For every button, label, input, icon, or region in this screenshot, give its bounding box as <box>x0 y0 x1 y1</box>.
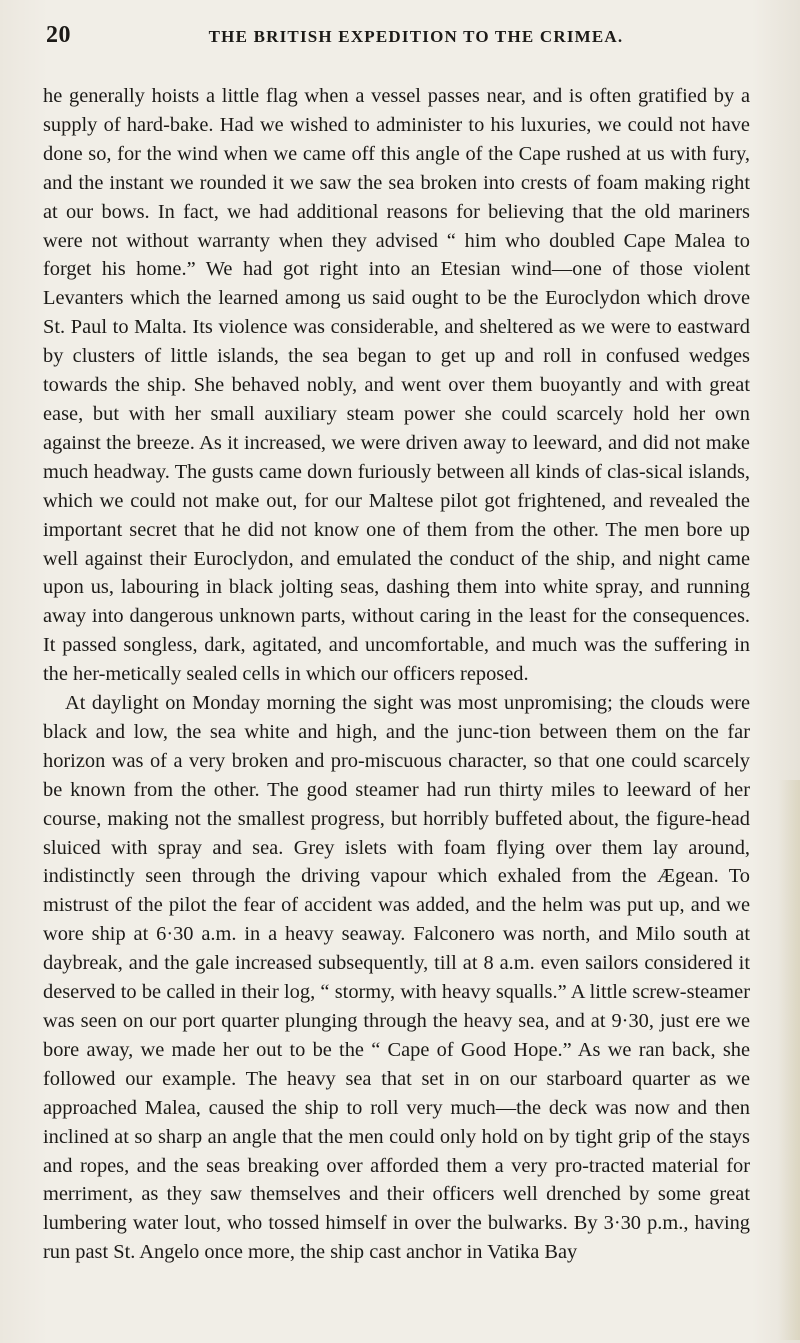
paragraph: At daylight on Monday morning the sight was most unpromising; the clouds were black and low, the sea white and high, and the junc-tion between them on the far horizon was of a very broken and pro-miscuous character, so that one could scarcely be known from the other. The good steamer had run thirty miles to leeward of her course, making not the smallest progress, but horribly buffeted about, the figure-head sluiced with spray and sea. Grey islets with foam flying over them lay around, indistinctly seen through the driving vapour which exhaled from the Ægean. To mistrust of the pilot the fear of accident was added, and the helm was put up, and we wore ship at 6·30 a.m. in a heavy seaway. Falconero was north, and Milo south at daybreak, and the gale increased subsequently, till at 8 a.m. even sailors considered it deserved to be called in their log, “ stormy, with heavy squalls.” A little screw-steamer was seen on our port quarter plunging through the heavy sea, and at 9·30, just ere we bore away, we made her out to be the “ Cape of Good Hope.” As we ran back, she followed our example. The heavy sea that set in on our starboard quarter as we approached Malea, caused the ship to roll very much—the deck was now and then inclined at so sharp an angle that the men could only hold on by tight grip of the stays and ropes, and the seas breaking over afforded them a very pro-tracted material for merriment, as they saw themselves and their officers well drenched by some great lumbering water lout, who tossed himself in over the bulwarks. By 3·30 p.m., having run past St. Angelo once more, the ship cast anchor in Vatika Bay <box>43 692 750 1264</box>
running-head-title: THE BRITISH EXPEDITION TO THE CRIMEA. <box>208 27 624 46</box>
running-head <box>46 22 746 52</box>
paragraph: he generally hoists a little flag when a vessel passes near, and is often gratified by a supply of hard-bake. Had we wished to administer to his luxuries, we could not have done so, for the wind when we came off this angle of the Cape rushed at us with fury, and the instant we rounded it we saw the sea broken into crests of foam making right at our bows. In fact, we had additional reasons for believing that the old mariners were not without warranty when they advised “ him who doubled Cape Malea to forget his home.” We had got right into an Etesian wind—one of those violent Levanters which the learned among us said ought to be the Euroclydon which drove St. Paul to Malta. Its violence was considerable, and sheltered as we were to eastward by clusters of little islands, the sea began to get up and roll in confused wedges towards the ship. She behaved nobly, and went over them buoyantly and with great ease, but with her small auxiliary steam power she could scarcely hold her own against the breeze. As it increased, we were driven away to leeward, and did not make much headway. The gusts came down furiously between all kinds of clas-sical islands, which we could not make out, for our Maltese pilot got frightened, and revealed the important secret that he did not know one of them from the other. The men bore up well against their Euroclydon, and emulated the conduct of the ship, and night came upon us, labouring in black jolting seas, dashing them into white spray, and running away into dangerous unknown parts, without caring in the least for the consequences. It passed songless, dark, agitated, and uncomfortable, and much was the suffering in the her-metically sealed cells in which our officers reposed. <box>43 85 750 686</box>
body-text <box>43 82 750 1267</box>
page-number: 20 <box>46 22 71 48</box>
page-edge-stain <box>778 780 800 1340</box>
